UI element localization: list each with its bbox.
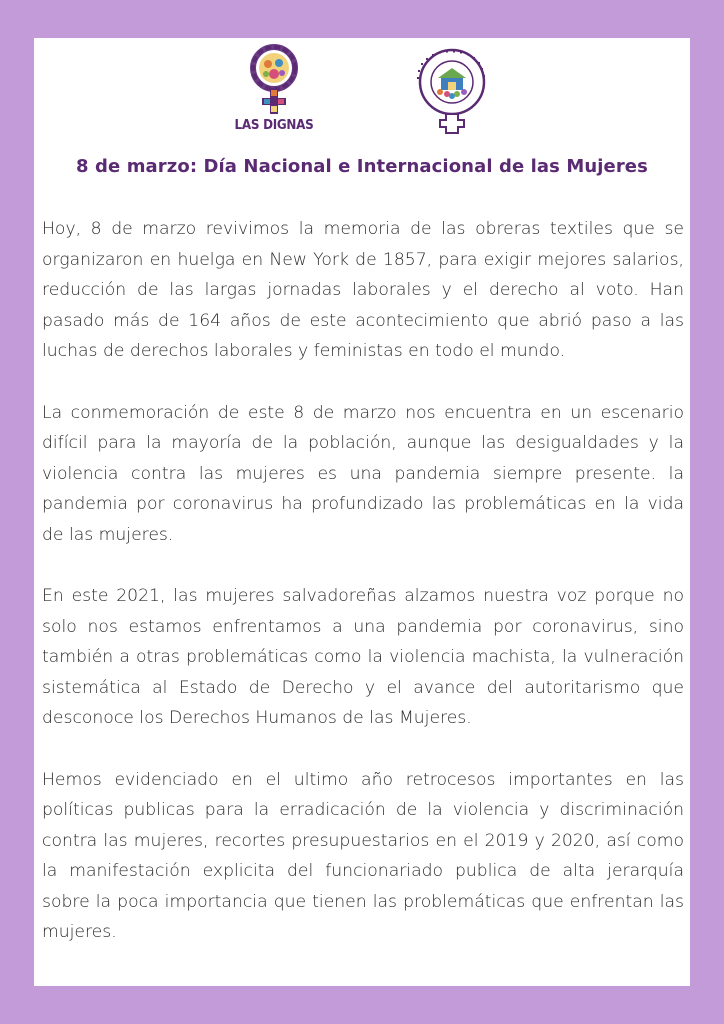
document-body [42,214,684,979]
paragraph-4: Hemos evidenciado en el ultimo año retrocesos importantes en las políticas publicas para la erradicación de la violencia y discriminación contra las mujeres, recortes presupuestarios en el 2019 y 2020, así como la manifestación explicita del funcionariado publica de alta jerarquía sobre la poca importancia que tienen las problemáticas que enfrentan las mujeres. [42,769,684,942]
las-dignas-logo [224,44,324,140]
page-title: 8 de marzo: Día Nacional e Internacional de las Mujeres [76,156,648,177]
asociacion-mujeres-teclenas-logo [412,48,492,134]
venus-symbol-icon [250,44,298,118]
logo-header [34,38,690,148]
document-page [34,38,690,986]
womens-association-seal-icon [412,48,492,134]
paragraph-1: Hoy, 8 de marzo revivimos la memoria de las obreras textiles que se organizaron en huelga en New York de 1857, para exigir mejores salarios, reducción de las largas jornadas laborales y el derecho al voto. Han pasado más de 164 años de este acontecimiento que abrió paso a las luchas de derechos laborales y feministas en todo el mundo. [42,219,684,361]
paragraph-3: En este 2021, las mujeres salvadoreñas alzamos nuestra voz porque no solo nos estamos enfrentamos a una pandemia por coronavirus, sino también a otras problemáticas como la violencia machista, la vulneración sistemática al Estado de Derecho y el avance del autoritarismo que desconoce los Derechos Humanos de las Mujeres. [42,586,684,728]
paragraph-2: La conmemoración de este 8 de marzo nos encuentra en un escenario difícil para la mayoría de la población, aunque las desigualdades y la violencia contra las mujeres es una pandemia siempre presente. la pandemia por coronavirus ha profundizado las problemáticas en la vida de las mujeres. [42,402,684,545]
las-dignas-wordmark: LAS DIGNAS [234,118,314,133]
